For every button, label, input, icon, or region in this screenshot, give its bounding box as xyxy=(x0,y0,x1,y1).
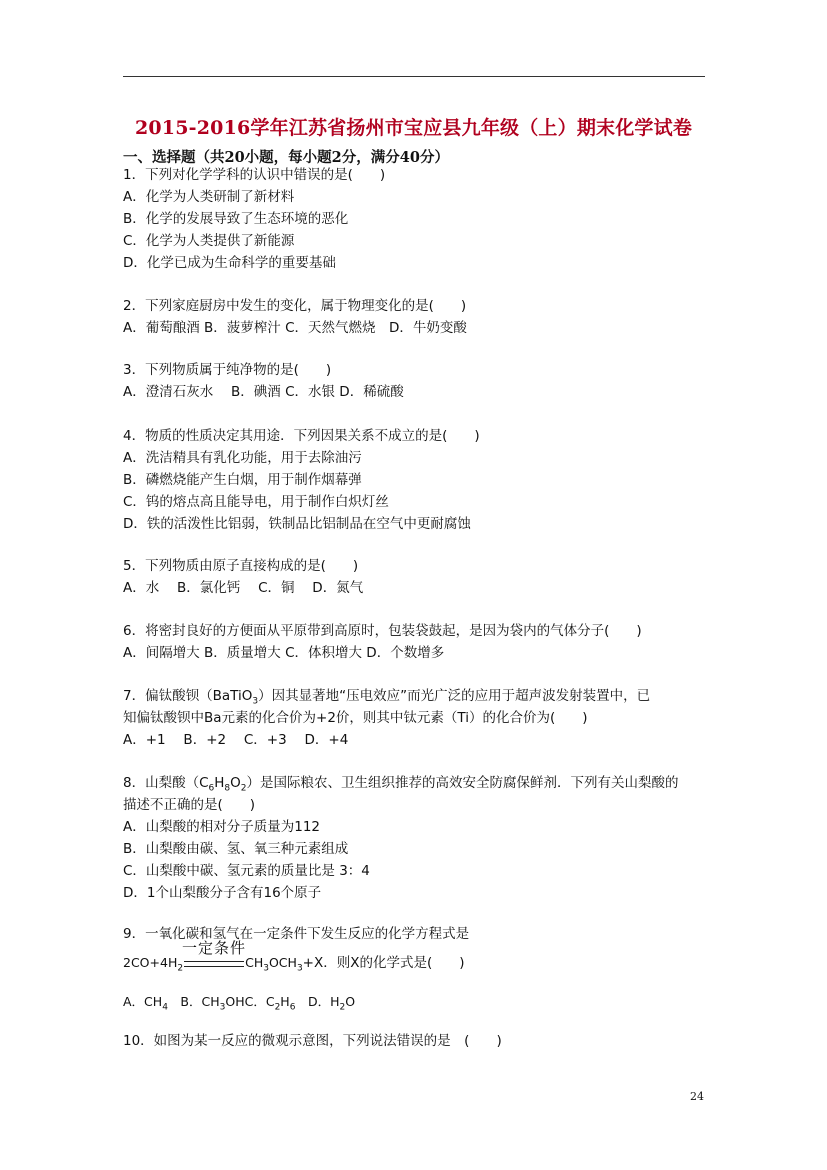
chemical-equation: 一定条件 $2CO+4H_2$ $CH_3OCH_3+X$．则X的化学式是( ) xyxy=(123,951,713,975)
option-d: D．铁的活泼性比铝弱，铁制品比铝制品在空气中更耐腐蚀 xyxy=(123,516,471,532)
option-b: B．化学的发展导致了生态环境的恶化 xyxy=(123,211,349,227)
option-a: A．山梨酸的相对分子质量为112 xyxy=(123,819,321,835)
option-c: C．山梨酸中碳、氢元素的质量比是 3：4 xyxy=(123,863,370,879)
question-1 xyxy=(123,164,713,274)
question-stem: 7．偏钛酸钡（BaTiO$_3$）因其显著地“压电效应”而光广泛的应用于超声波发射装置中，已 xyxy=(123,688,651,707)
section-heading: 一、选择题（共20小题，每小题2分，满分40分） xyxy=(123,149,449,166)
options-line: A．$CH_4$ B．$CH_3OHC$．$C_2H_6$ D．$H_2O$ xyxy=(123,994,356,1013)
question-9 xyxy=(123,923,713,1013)
option-c: C．化学为人类提供了新能源 xyxy=(123,233,295,249)
question-stem: 9．一氧化碳和氢气在一定条件下发生反应的化学方程式是 xyxy=(123,926,470,942)
exam-title: 2015-2016学年江苏省扬州市宝应县九年级（上）期末化学试卷 xyxy=(134,117,693,139)
option-b: B．山梨酸由碳、氢、氧三种元素组成 xyxy=(123,841,349,857)
question-5 xyxy=(123,555,713,599)
option-a: A．洗洁精具有乳化功能，用于去除油污 xyxy=(123,450,362,466)
question-2 xyxy=(123,295,713,339)
option-c: C．钨的熔点高且能导电，用于制作白炽灯丝 xyxy=(123,494,389,510)
question-stem: 1．下列对化学学科的认识中错误的是( ) xyxy=(123,167,386,183)
question-4 xyxy=(123,425,713,535)
question-stem: 5．下列物质由原子直接构成的是( ) xyxy=(123,558,359,574)
question-stem: 6．将密封良好的方便面从平原带到高原时，包装袋鼓起，是因为袋内的气体分子( ) xyxy=(123,623,642,639)
question-10 xyxy=(123,1030,713,1052)
equals-sign xyxy=(184,961,244,967)
option-d: D．1个山梨酸分子含有16个原子 xyxy=(123,885,322,901)
option-a: A．化学为人类研制了新材料 xyxy=(123,189,295,205)
question-3 xyxy=(123,359,713,403)
options-line: A．澄清石灰水 B．碘酒 C．水银 D．稀硫酸 xyxy=(123,384,404,400)
question-6 xyxy=(123,620,713,664)
question-8 xyxy=(123,772,713,904)
question-stem: 4．物质的性质决定其用途．下列因果关系不成立的是( ) xyxy=(123,428,480,444)
question-stem: 2．下列家庭厨房中发生的变化，属于物理变化的是( ) xyxy=(123,298,467,314)
question-stem: 3．下列物质属于纯净物的是( ) xyxy=(123,362,332,378)
question-stem: 8．山梨酸$(C_6H_8O_2)$是国际粮农、卫生组织推荐的高效安全防腐保鲜剂．下列有关山梨酸的 xyxy=(123,775,679,794)
question-stem-continued: 知偏钛酸钡中Ba元素的化合价为+2价，则其中钛元素（Ti）的化合价为( ) xyxy=(123,710,588,726)
options-line: A．间隔增大 B．质量增大 C．体积增大 D．个数增多 xyxy=(123,645,445,661)
option-d: D．化学已成为生命科学的重要基础 xyxy=(123,255,336,271)
page-number: 24 xyxy=(690,1090,704,1103)
options-line: A．+1 B．+2 C．+3 D．+4 xyxy=(123,732,349,748)
question-7 xyxy=(123,685,713,751)
options-line: A．葡萄酿酒 B．菠萝榨汁 C．天然气燃烧 D．牛奶变酸 xyxy=(123,320,467,336)
options-line: A．水 B．氯化钙 C．铜 D．氮气 xyxy=(123,580,364,596)
question-stem-continued: 描述不正确的是( ) xyxy=(123,797,256,813)
reaction-condition: 一定条件 xyxy=(182,939,247,957)
header-rule xyxy=(123,76,705,77)
question-stem: 10．如图为某一反应的微观示意图，下列说法错误的是 ( ) xyxy=(123,1033,502,1049)
option-b: B．磷燃烧能产生白烟，用于制作烟幕弹 xyxy=(123,472,362,488)
